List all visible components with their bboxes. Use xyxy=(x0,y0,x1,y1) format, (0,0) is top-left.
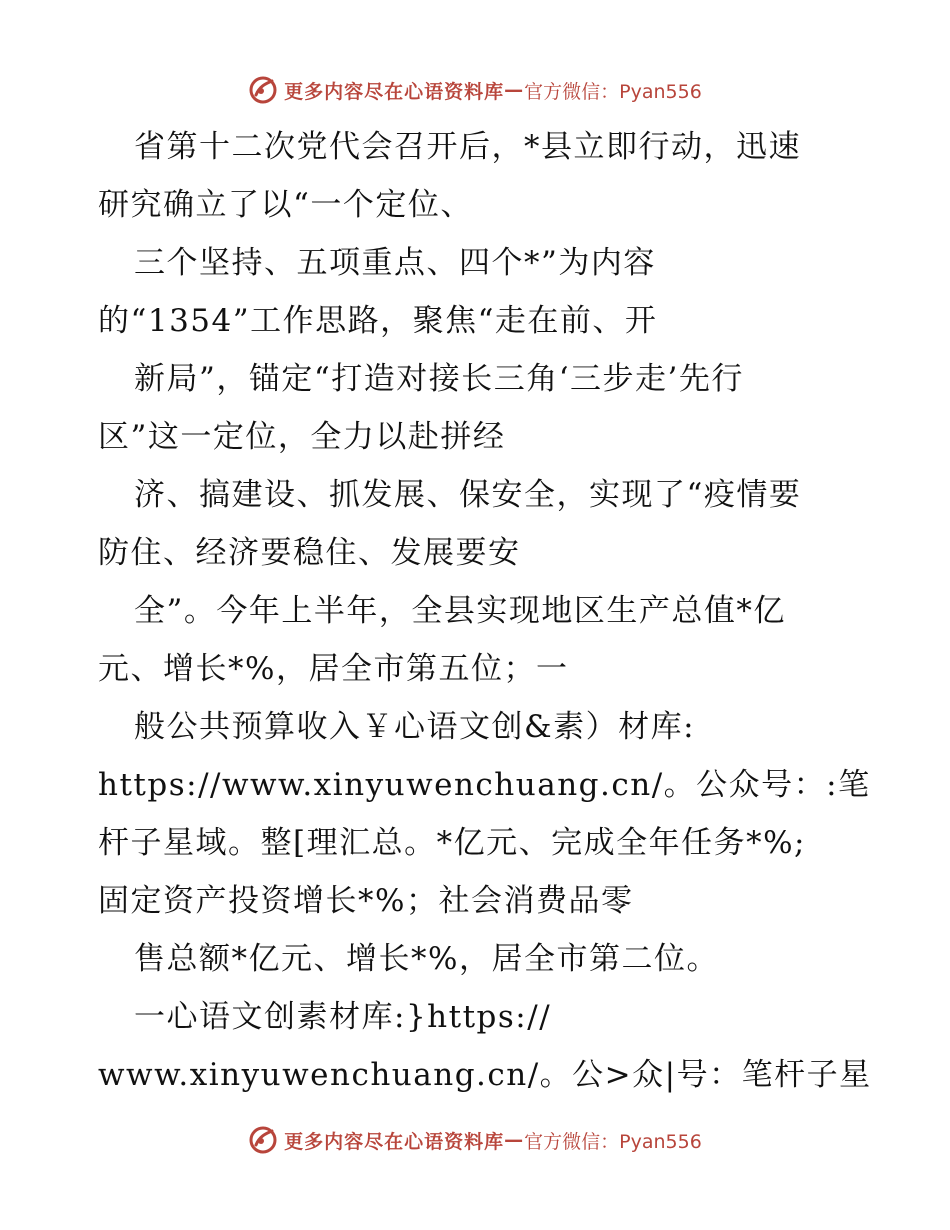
text-line: 的“1354”工作思路，聚焦“走在前、开 xyxy=(98,303,658,339)
footer-banner xyxy=(0,1120,950,1160)
header-banner xyxy=(0,70,950,110)
text-line: 济、搞建设、抓发展、保安全，实现了“疫情要 xyxy=(134,477,802,513)
text-line: 研究确立了以“一个定位、 xyxy=(98,187,473,223)
text-line: 售总额*亿元、增长*%，居全市第二位。 xyxy=(134,941,719,977)
text-line: 固定资产投资增长*%；社会消费品零 xyxy=(98,883,634,919)
header-banner-separator: — xyxy=(504,79,525,101)
text-line: www.xinyuwenchuang.cn/。公>众|号：笔杆子星 xyxy=(98,1057,872,1093)
text-line: 省第十二次党代会召开后，*县立即行动，迅速 xyxy=(134,129,801,165)
brand-logo-icon xyxy=(248,1125,278,1155)
text-line: 一心语文创素材库:}https:// xyxy=(134,999,552,1035)
text-line: 三个坚持、五项重点、四个*”为内容 xyxy=(134,245,656,281)
brand-logo-icon xyxy=(248,75,278,105)
header-banner-wechat: 官方微信：Pyan556 xyxy=(524,80,702,103)
text-line: https://www.xinyuwenchuang.cn/。公众号：:笔 xyxy=(98,767,871,803)
text-line: 般公共预算收入￥心语文创&素）材库: xyxy=(134,709,696,745)
header-banner-text: 更多内容尽在心语资料库 xyxy=(284,80,505,103)
footer-banner-separator: — xyxy=(504,1129,525,1151)
document-body xyxy=(98,118,878,1104)
footer-banner-text: 更多内容尽在心语资料库 xyxy=(284,1130,505,1153)
text-line: 区”这一定位，全力以赴拼经 xyxy=(98,419,506,455)
text-line: 防住、经济要稳住、发展要安 xyxy=(98,535,521,571)
text-line: 新局”，锚定“打造对接长三角‘三步走’先行 xyxy=(134,361,744,397)
text-line: 元、增长*%，居全市第五位；一 xyxy=(98,651,569,687)
text-line: 杆子星域。整[理汇总。*亿元、完成全年任务*%; xyxy=(98,825,806,861)
footer-banner-wechat: 官方微信：Pyan556 xyxy=(524,1130,702,1153)
text-line: 全”。今年上半年，全县实现地区生产总值*亿 xyxy=(134,593,786,629)
